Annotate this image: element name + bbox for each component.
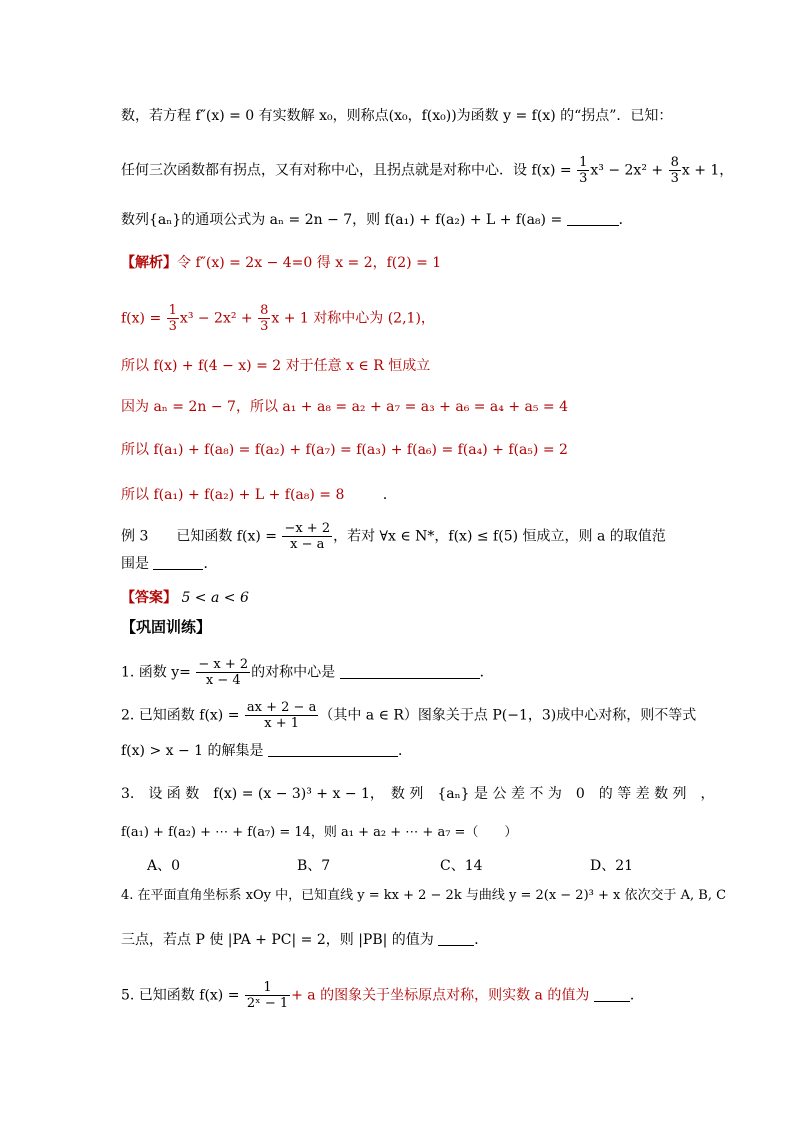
text: 5. 已知函数 f(x) =	[121, 987, 240, 1004]
choice-d[interactable]: D、21	[590, 858, 634, 874]
solution-line-5	[121, 440, 568, 460]
fraction-practice-5: $\frac{1}{\text{2ˣ − 1}}$	[246, 980, 289, 1011]
choice-c[interactable]: C、14	[440, 858, 483, 874]
solution-tag: 【解析】	[121, 255, 177, 271]
fraction-example-3: $\frac{-x + 2}{x - a}$	[284, 521, 331, 552]
practice-3-line-2	[121, 823, 517, 843]
fraction-practice-2: $\frac{ax + 2 - a}{x + 1}$	[246, 700, 317, 731]
text: 1. 函数 y=	[121, 664, 191, 681]
solution-line-1	[121, 253, 441, 273]
text: x³ − 2x² +	[179, 310, 253, 327]
text: 【巩固训练】	[121, 618, 212, 636]
text: 数，若方程 f″(x) = 0 有实数解 x₀，则称点(x₀，f(x₀))为函数 y = f(x) 的“拐点”．已知：	[121, 108, 673, 124]
text: （其中 a ∈ R）图象关于点 P(−1，3)成中心对称，则不等式	[319, 707, 697, 724]
example-3-line-1	[121, 521, 666, 552]
definition-line-2	[121, 155, 733, 186]
text: ．	[474, 932, 489, 948]
text: 例 3 已知函数 f(x) =	[121, 528, 277, 545]
answer-blank[interactable]	[438, 931, 474, 946]
text: ．	[397, 743, 412, 759]
text: 数列{aₙ}的通项公式为 aₙ = 2n − 7，则 f(a₁) + f(a₂) + L + f(a₈) =	[121, 212, 563, 228]
text: 的对称中心是	[251, 664, 336, 681]
practice-title	[121, 617, 211, 637]
text: ．	[382, 487, 397, 503]
answer-blank[interactable]	[153, 555, 203, 570]
text: 4. 在平面直角坐标系 xOy 中，已知直线 y = kx + 2 − 2k 与曲线 y = 2(x − 2)³ + x 依次交于 A, B, C	[121, 888, 727, 903]
text: x + 1，	[681, 162, 734, 179]
choice-b[interactable]: B、7	[297, 858, 331, 874]
text: x + 1 对称中心为 (2,1)，	[271, 310, 435, 327]
text: f(a₁) + f(a₂) + ⋯ + f(a₇) = 14，则 a₁ + a₂ + ⋯ + a₇ =（ ）	[121, 825, 518, 840]
text: 所以 f(a₁) + f(a₈) = f(a₂) + f(a₇) = f(a₃) + f(a₆) = f(a₄) + f(a₅) = 2	[121, 442, 568, 458]
text: 令 f″(x) = 2x − 4=0 得 x = 2，f(2) = 1	[177, 255, 442, 271]
text: x³ − 2x² +	[590, 162, 664, 179]
solution-line-6	[121, 485, 397, 505]
solution-line-4	[121, 397, 568, 417]
practice-2-line-2	[121, 741, 412, 761]
text: 任何三次函数都有拐点，又有对称中心，且拐点就是对称中心．设 f(x) =	[121, 162, 572, 179]
answer-line	[121, 588, 249, 608]
answer-value: 5 < a < 6	[181, 590, 249, 606]
text: 所以 f(x) + f(4 − x) = 2 对于任意 x ∈ R 恒成立	[121, 358, 431, 374]
answer-blank[interactable]	[594, 987, 630, 1002]
text: 3. 设 函 数 f(x) = (x − 3)³ + x − 1， 数 列 {aₙ} 是 公 差 不 为 0 的 等 差 数 列 ，	[121, 786, 715, 802]
text: ，若对 ∀x ∈ N*，f(x) ≤ f(5) 恒成立，则 a 的取值范	[333, 528, 666, 545]
text: ．	[629, 987, 644, 1004]
text: 因为 aₙ = 2n − 7，所以 a₁ + a₈ = a₂ + a₇ = a₃ + a₆ = a₄ + a₅ = 4	[121, 399, 569, 415]
text: 围是	[121, 556, 149, 572]
text: 2. 已知函数 f(x) =	[121, 707, 240, 724]
definition-line-1	[121, 106, 672, 126]
practice-2-line-1	[121, 700, 696, 731]
fraction-practice-1: $\frac{- x + 2}{x - 4}$	[198, 657, 249, 688]
answer-tag: 【答案】	[121, 590, 177, 606]
answer-blank[interactable]	[340, 664, 480, 679]
practice-3-line-1	[121, 784, 715, 804]
example-3-line-2	[121, 554, 217, 574]
choice-a[interactable]: A、0	[147, 858, 181, 874]
text: f(x) =	[121, 310, 162, 327]
fraction-one-third: $\frac{1}{3}$	[579, 155, 588, 186]
text: 三点，若点 P 使 |PA + PC| = 2，则 |PB| 的值为	[121, 932, 434, 948]
solution-line-3	[121, 356, 430, 376]
text: 所以 f(a₁) + f(a₂) + L + f(a₈) = 8	[121, 487, 345, 503]
practice-4-line-2	[121, 930, 488, 950]
definition-line-3	[121, 210, 633, 230]
solution-line-2	[121, 303, 435, 334]
fraction-one-third: $\frac{1}{3}$	[168, 303, 177, 334]
text: + a 的图象关于坐标原点对称，则实数 a 的值为	[291, 987, 590, 1004]
answer-blank[interactable]	[567, 211, 619, 226]
answer-blank[interactable]	[268, 742, 398, 757]
text: ．	[479, 664, 494, 681]
practice-4-line-1	[121, 886, 726, 906]
text: ．	[203, 556, 218, 572]
practice-3-choices	[147, 856, 633, 876]
text: ．	[618, 212, 633, 228]
practice-1	[121, 657, 494, 688]
fraction-eight-third: $\frac{8}{3}$	[670, 155, 679, 186]
practice-5	[121, 980, 644, 1011]
text: f(x) > x − 1 的解集是	[121, 743, 264, 759]
fraction-eight-third: $\frac{8}{3}$	[260, 303, 269, 334]
